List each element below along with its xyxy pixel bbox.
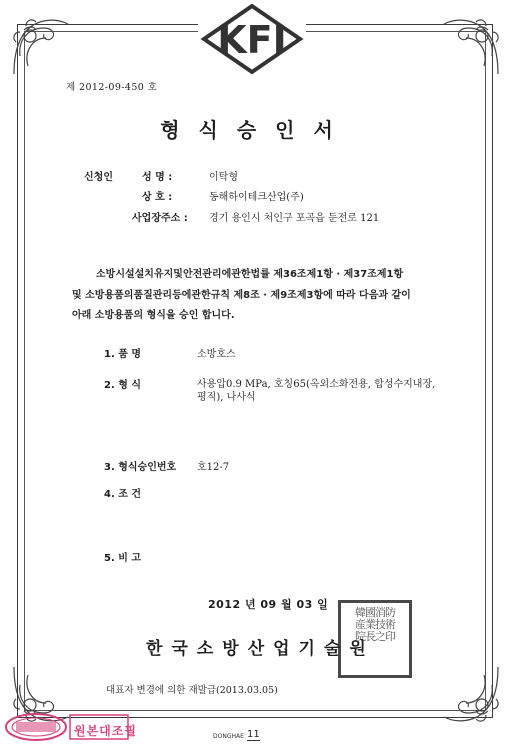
footer-company-code: DONGHAE	[213, 733, 244, 740]
item-type-value-line-1: 사용압0.9 MPa, 호칭65(옥외소화전용, 합성수지내장,	[197, 379, 436, 390]
body-line-2: 및 소방용품의품질관리등에관한규칙 제8조 · 제9조제3항에 따라 다음과 같이	[72, 290, 411, 301]
item-type-label: 2. 형 식	[104, 380, 142, 391]
corner-ornament-icon	[10, 16, 72, 78]
certificate-title: 형식승인서	[160, 118, 352, 142]
page-number: 11	[247, 729, 260, 740]
item-condition-label: 4. 조 건	[104, 489, 142, 500]
seal-line: 韓國消防	[355, 606, 395, 619]
item-remarks-label: 5. 비 고	[104, 553, 142, 564]
original-verified-stamp-text: 원본대조필	[74, 724, 137, 738]
kfi-logo-text: KFI	[217, 18, 287, 62]
applicant-address-value: 경기 용인시 처인구 포곡읍 둔전로 121	[209, 213, 380, 224]
issue-date: 2012 년 09 월 03 일	[208, 598, 329, 611]
corner-ornament-icon	[440, 663, 502, 725]
item-product-label: 1. 품 명	[104, 349, 142, 360]
applicant-company-value: 동해하이테크산업(주)	[209, 192, 304, 203]
applicant-company-label: 상 호 :	[142, 192, 173, 203]
item-product-value: 소방호스	[197, 349, 236, 360]
issuing-organization: 한국소방산업기술원	[146, 639, 375, 659]
seal-line: 産業技術	[355, 618, 395, 631]
official-seal	[338, 600, 412, 678]
body-line-1: 소방시설설치유지및안전관리에관한법률 제36조제1항 · 제37조제1항	[96, 269, 404, 280]
item-approval-number-value: 호12-7	[197, 462, 230, 473]
item-type-value-line-2: 평직), 나사식	[197, 392, 256, 403]
certificate-serial-number: 제 2012-09-450 호	[66, 82, 158, 93]
applicant-name-label: 성 명 :	[142, 172, 173, 183]
reissue-note: 대표자 변경에 의한 재발급(2013.03.05)	[106, 685, 278, 696]
seal-line: 院長之印	[355, 630, 395, 643]
body-line-3: 아래 소방용품의 형식을 승인 합니다.	[72, 310, 235, 321]
applicant-address-label: 사업장주소 :	[132, 213, 188, 224]
applicant-name-value: 이탁형	[209, 172, 238, 183]
item-approval-number-label: 3. 형식승인번호	[104, 462, 177, 473]
applicant-section-label: 신청인	[84, 172, 113, 183]
corner-ornament-icon	[440, 16, 502, 78]
kfi-logo	[198, 4, 306, 74]
